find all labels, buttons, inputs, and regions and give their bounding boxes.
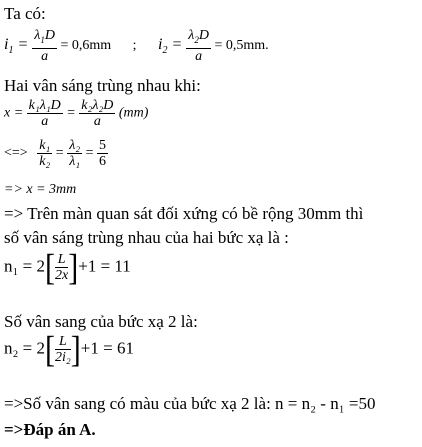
x-fraction-1 <box>27 98 63 129</box>
ratio-k <box>37 138 52 169</box>
ratio-n-den: 6 <box>99 154 107 169</box>
ratio-k-den: k₂ <box>39 154 51 169</box>
n2-fraction <box>55 334 71 365</box>
x-result: => x = 3mm <box>4 182 77 197</box>
n2-bracket-close: ] <box>70 328 81 370</box>
x-lhs: x = <box>4 105 24 121</box>
answer-text: =>Đáp án A. <box>4 420 96 439</box>
separator: ; <box>132 38 137 54</box>
observe-text-2: số vân sáng trùng nhau của hai bức xạ là : <box>4 228 289 247</box>
ratio-lambda <box>67 138 82 169</box>
n1-bracket-close: ] <box>68 246 79 288</box>
n1-bracket-open: [ <box>45 246 56 288</box>
i2-den: a <box>195 48 203 64</box>
i1-D: D <box>44 28 55 43</box>
intro-text: Ta có: <box>4 4 46 23</box>
equation-n2 <box>4 328 134 374</box>
i2-fraction <box>186 28 211 64</box>
n1-rhs: +1 = 11 <box>78 256 131 276</box>
n2-den: 2i₂ <box>55 350 71 365</box>
x-den-2: a <box>93 114 101 129</box>
i1-lambda: λ <box>34 28 41 43</box>
x-num-2: k₂λ₂D <box>81 98 114 113</box>
n1-fraction <box>55 252 68 283</box>
n2-rhs: +1 = 61 <box>80 338 134 358</box>
i1-den: a <box>41 48 49 64</box>
equation-ratio: <=> $\frac{\text{k₁}}{\text{k₂}}$ = $\frac{\text{λ₂}}{\text{λ₁}}$ = $\frac{5}{6}$ <box>4 138 107 169</box>
n2-num: L <box>55 334 71 350</box>
ratio-value <box>97 138 108 169</box>
coincide-text: Hai vân sáng trùng nhau khi: <box>4 76 201 95</box>
bright2-text: Số vân sang của bức xạ 2 là: <box>4 312 198 331</box>
n1-lhs: n₁ = 2 <box>4 256 46 276</box>
i1-symbol: i <box>4 36 9 54</box>
observe-text-1: => Trên màn quan sát đối xứng có bề rộng 30mm thì <box>4 204 364 223</box>
ratio-l-den: λ₁ <box>69 154 81 169</box>
n2-lhs: n₂ = 2 <box>4 338 46 358</box>
x-den-1: a <box>41 114 49 129</box>
i1-lambda-sub: 1 <box>40 34 45 45</box>
x-num-1: k₁λ₁D <box>28 98 61 113</box>
i1-fraction <box>32 28 57 64</box>
equation-x <box>4 98 148 134</box>
equation-n1 <box>4 246 131 292</box>
color-text: =>Số vân sang có màu của bức xạ 2 là: n = n₂ - n₁ =50 <box>4 394 376 413</box>
equation-i1-i2: $i_1$ = $\frac{\lambda_1D}{a}$ = 0,6mm ; $i_2$ = $\frac{\lambda_2D}{a}$ = 0,5mm. <box>4 28 269 64</box>
n2-bracket-open: [ <box>45 328 56 370</box>
ratio-n-num: 5 <box>99 138 107 153</box>
i2-lambda: λ <box>188 28 195 43</box>
x-fraction-2 <box>79 98 115 129</box>
ratio-l-num: λ₂ <box>69 138 81 153</box>
i2-symbol: i <box>158 36 163 54</box>
i1-sub: 1 <box>8 45 14 57</box>
i2-value: = 0,5mm. <box>214 38 269 54</box>
ratio-arrow: <=> <box>4 145 28 161</box>
i1-value: = 0,6mm <box>60 38 112 54</box>
x-equals: = <box>66 105 76 121</box>
i2-sub: 2 <box>162 45 168 57</box>
x-unit: (mm) <box>118 105 149 121</box>
n1-num: L <box>55 252 68 268</box>
n1-den: 2x <box>55 268 69 283</box>
i2-D: D <box>198 28 209 43</box>
i2-lambda-sub: 2 <box>194 34 199 45</box>
ratio-k-num: k₁ <box>39 138 51 153</box>
